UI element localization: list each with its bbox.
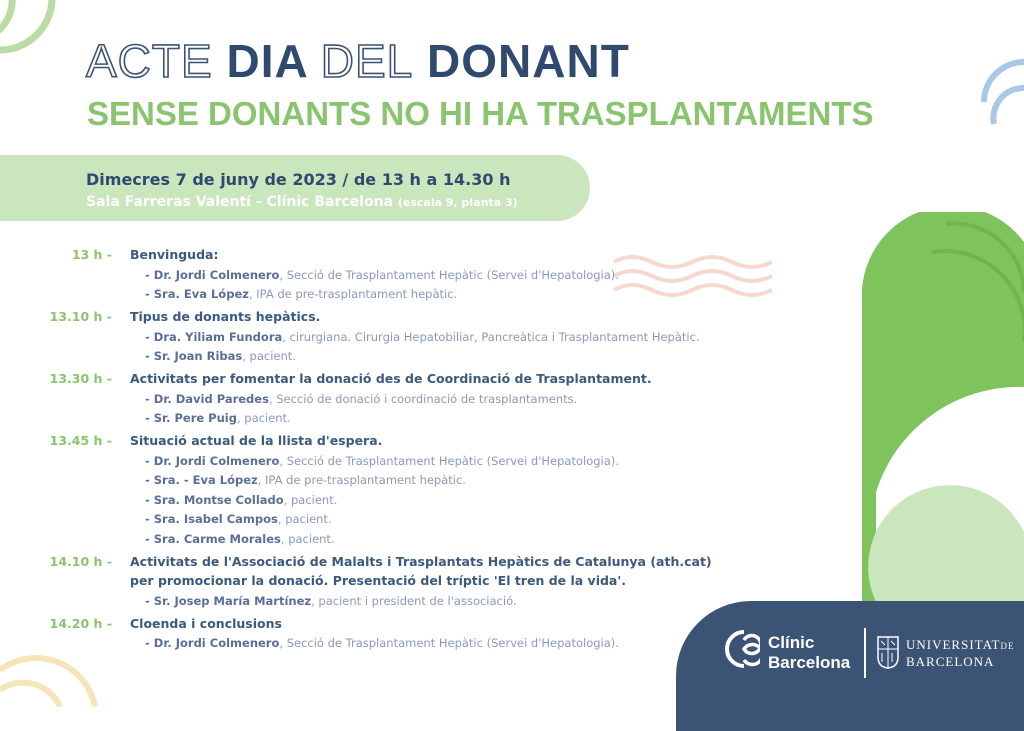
speaker-name: - Sra. Isabel Campos: [145, 512, 278, 527]
corner-arcs-top-left: [0, 0, 70, 70]
agenda-speaker: [145, 531, 335, 547]
title-word-donant: DONANT: [427, 35, 630, 87]
speaker-name: - Sra. Carme Morales: [145, 532, 281, 546]
speaker-role: , pacient.: [242, 349, 296, 364]
title-word-acte: ACTE: [86, 35, 213, 87]
page-title: [86, 35, 630, 87]
arcs-right-decoration: [972, 58, 1024, 132]
agenda-speaker: [145, 329, 700, 345]
university-logo-text: [906, 637, 1014, 669]
speaker-role: , IPA de pre-trasplantament hepàtic.: [257, 473, 466, 488]
speaker-role: , pacient.: [280, 532, 335, 546]
university-crest-icon: [876, 635, 900, 669]
clinic-barcelona-logo-text: [768, 633, 850, 673]
speaker-role: , IPA de pre-trasplantament hepàtic.: [248, 287, 458, 302]
speaker-role: , pacient i president de l'associació.: [311, 594, 517, 608]
speaker-name: - Sra. Eva López: [145, 287, 249, 302]
agenda-speaker: [145, 410, 291, 426]
agenda-item-title: Situació actual de la llista d'espera.: [130, 433, 383, 448]
event-date-time: Dimecres 7 de juny de 2023 / de 13 h a 14.30 h: [86, 170, 511, 189]
agenda-item-title: Cloenda i conclusions: [130, 615, 282, 631]
speaker-name: - Dr. Jordi Colmenero: [145, 636, 280, 651]
waves-decoration: [612, 252, 777, 300]
event-place: [86, 194, 518, 210]
clinic-barcelona-logo-icon: [720, 628, 760, 670]
ub-word-barcelona: BARCELONA: [906, 654, 995, 669]
speaker-role: , Secció de Trasplantament Hepàtic (Servei d'Hepatologia).: [279, 636, 619, 651]
logo-divider: [864, 628, 866, 678]
agenda-time: 14.20 h -: [49, 615, 112, 631]
agenda-item-title: per promocionar la donació. Presentació del tríptic 'El tren de la vida'.: [130, 573, 626, 589]
agenda-speaker: [145, 348, 296, 364]
speaker-role: , cirurgiana. Cirurgia Hepatobiliar, Pancreàtica i Trasplantament Hepàtic.: [282, 329, 700, 344]
event-place-name: Sala Farreras Valentí - Clínic Barcelona: [86, 194, 393, 210]
agenda-speaker: [145, 492, 337, 508]
speaker-role: , pacient.: [283, 492, 338, 507]
barcelona-word: Barcelona: [768, 653, 851, 672]
agenda-speaker: [145, 472, 466, 488]
agenda-speaker: [145, 593, 517, 609]
agenda-speaker: [145, 267, 619, 283]
agenda-item-title: Activitats per fomentar la donació des de Coordinació de Trasplantament.: [130, 371, 652, 386]
agenda-time: 13.10 h -: [49, 309, 112, 324]
speaker-name: - Sr. Pere Puig: [145, 411, 237, 426]
agenda-item-title: Tipus de donants hepàtics.: [130, 309, 321, 324]
agenda-time: 13.30 h -: [49, 371, 112, 386]
speaker-role: , Secció de Trasplantament Hepàtic (Servei d'Hepatologia).: [279, 267, 619, 282]
agenda-speaker: [145, 511, 332, 527]
agenda-speaker: [145, 635, 619, 651]
agenda-item-title: Benvinguda:: [130, 247, 219, 262]
speaker-role: , Secció de donació i coordinació de trasplantaments.: [268, 391, 578, 406]
event-place-detail: (escala 9, planta 3): [397, 196, 518, 209]
speaker-name: - Sra. Montse Collado: [145, 492, 284, 507]
speaker-name: - Sr. Josep María Martínez: [145, 594, 312, 608]
clinic-word: Clínic: [768, 633, 815, 652]
speaker-name: - Dr. Jordi Colmenero: [145, 267, 280, 282]
agenda-speaker: [145, 453, 619, 469]
agenda-speaker: [145, 391, 577, 407]
speaker-role: , Secció de Trasplantament Hepàtic (Servei d'Hepatologia).: [279, 453, 619, 468]
agenda-item-title: Activitats de l'Associació de Malalts i Trasplantats Hepàtics de Catalunya (ath.cat): [130, 553, 712, 569]
arcs-bottom-left: [0, 650, 110, 707]
speaker-name: - Dr. Jordi Colmenero: [145, 453, 280, 468]
title-word-del: DEL: [320, 35, 414, 87]
agenda-time: 14.10 h -: [49, 553, 112, 569]
ub-word-universitat: UNIVERSITAT: [906, 637, 1001, 652]
title-word-dia: DIA: [226, 35, 307, 87]
speaker-name: - Sr. Joan Ribas: [145, 349, 243, 364]
page-subtitle: SENSE DONANTS NO HI HA TRASPLANTAMENTS: [87, 95, 874, 132]
ub-word-de: DE: [1000, 641, 1015, 651]
agenda-time: 13 h -: [71, 247, 112, 262]
speaker-name: - Dra. Yiliam Fundora: [145, 329, 283, 344]
speaker-name: - Dr. David Paredes: [145, 391, 269, 406]
agenda-speaker: [145, 286, 457, 302]
speaker-role: , pacient.: [236, 411, 291, 426]
agenda-time: 13.45 h -: [49, 433, 112, 448]
speaker-name: - Sra. - Eva López: [145, 473, 258, 488]
green-arch-shapes: [862, 212, 1024, 612]
speaker-role: , pacient.: [277, 512, 332, 527]
